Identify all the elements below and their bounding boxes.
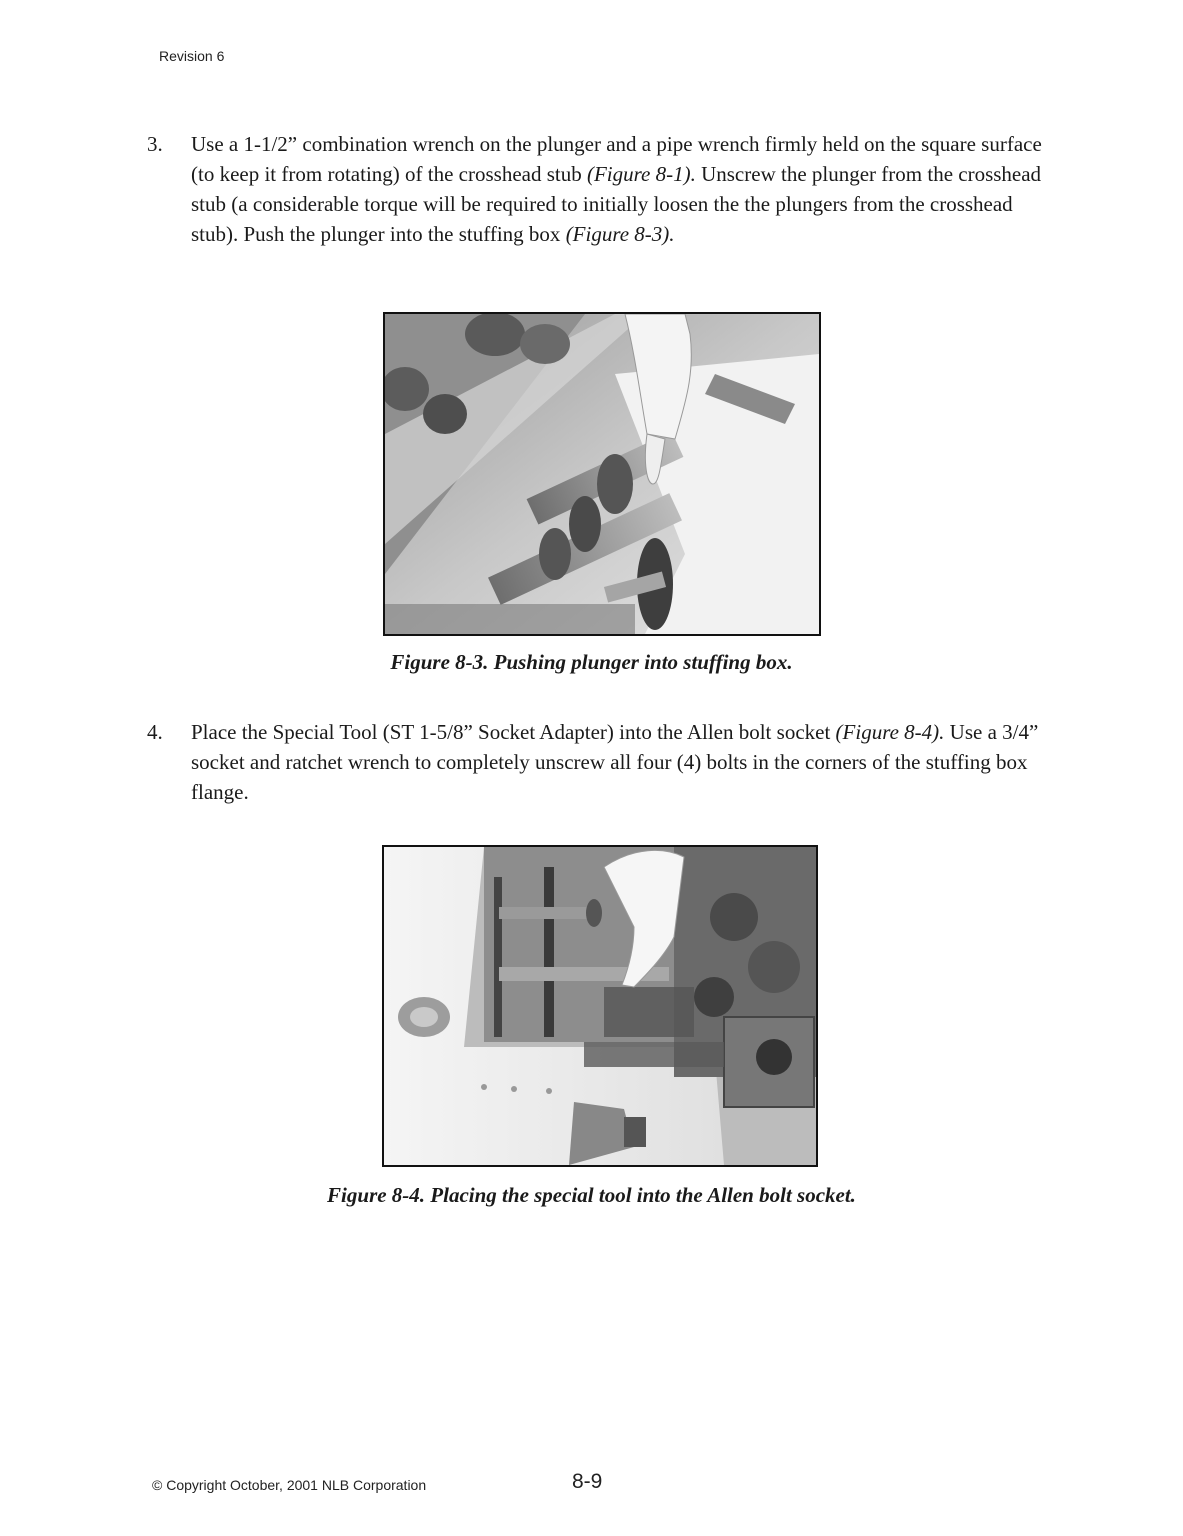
step-number: 3. — [147, 132, 163, 156]
figure-8-3-caption: Figure 8-3. Pushing plunger into stuffing box. — [390, 650, 793, 674]
step-text-part: Use a 3/4” socket and ratchet wrench to completely unscrew all four (4) bolts in the corners of the stuffing box flange. — [191, 720, 1039, 804]
step-4 — [147, 717, 1052, 807]
step-number: 4. — [147, 720, 163, 744]
page-number: 8-9 — [572, 1470, 603, 1493]
figure-8-4-caption: Figure 8-4. Placing the special tool into the Allen bolt socket. — [327, 1183, 856, 1207]
revision-label: Revision 6 — [159, 48, 225, 64]
step-text-part: Unscrew the plunger from the crosshead stub (a considerable torque will be required to initially loosen the the plungers from the crosshead stub). Push the plunger into the stuffing box — [191, 162, 1042, 246]
figure-8-3-photo — [383, 312, 821, 636]
step-3 — [147, 129, 1052, 249]
figure-8-4-photo — [382, 845, 818, 1167]
figure-reference: (Figure 8-1). — [586, 162, 696, 186]
step-text-part: Use a 1-1/2” combination wrench on the plunger and a pipe wrench firmly held on the square surface (to keep it from rotating) of the crosshead stub — [191, 132, 1042, 186]
step-text — [191, 717, 1052, 807]
step-text-part: Place the Special Tool (ST 1-5/8” Socket Adapter) into the Allen bolt socket — [191, 720, 836, 744]
copyright-notice: © Copyright October, 2001 NLB Corporation — [152, 1477, 427, 1493]
figure-reference: (Figure 8-4). — [835, 720, 945, 744]
figure-reference: (Figure 8-3). — [565, 222, 675, 246]
step-text — [191, 129, 1052, 249]
